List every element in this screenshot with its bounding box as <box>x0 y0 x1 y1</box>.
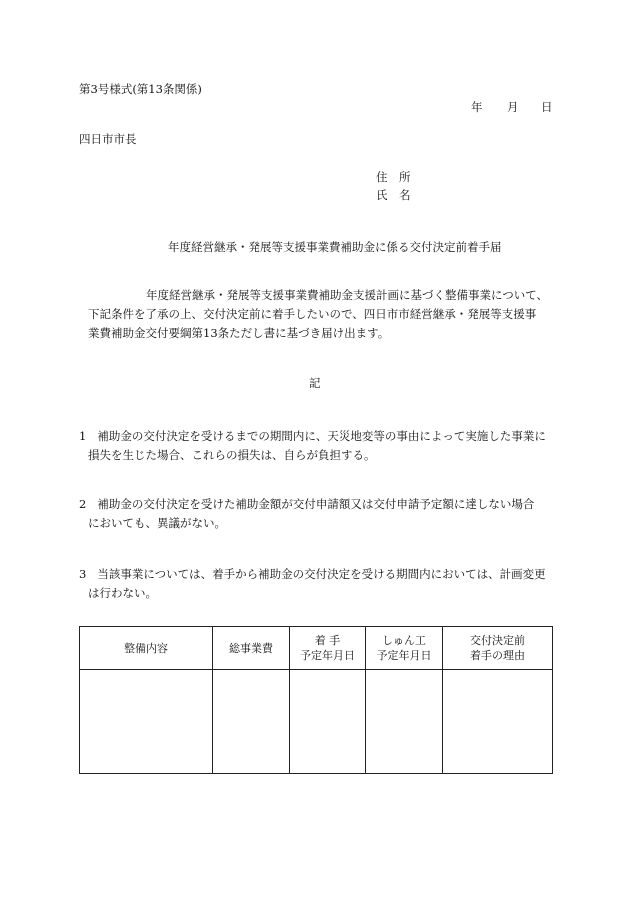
name-label: 氏 名 <box>376 188 411 202</box>
condition-3-line-2: は行わない。 <box>88 586 157 600</box>
condition-2-line-2: においても、異議がない。 <box>88 516 226 530</box>
date-day: 日 <box>541 100 553 114</box>
intro-line-3: 業費補助金交付要綱第13条ただし書に基づき届け出ます。 <box>88 326 390 340</box>
date-month: 月 <box>507 100 519 114</box>
cell-completion-date[interactable] <box>366 670 443 774</box>
date-year: 年 <box>471 100 483 114</box>
table-header-row <box>80 627 553 670</box>
document-title: 年度経営継承・発展等支援事業費補助金に係る交付決定前着手届 <box>168 240 502 254</box>
condition-2 <box>79 495 559 533</box>
cell-work-content[interactable] <box>80 670 213 774</box>
cell-start-date[interactable] <box>290 670 366 774</box>
condition-3-number: 3 <box>79 567 87 581</box>
table-row <box>80 670 553 774</box>
condition-2-line-1: 補助金の交付決定を受けた補助金額が交付申請額又は交付申請予定額に達しない場合 <box>97 497 535 511</box>
ki-heading: 記 <box>309 376 321 390</box>
condition-1-line-1: 補助金の交付決定を受けるまでの期間内に、天災地変等の事由によって実施した事業に <box>97 429 546 443</box>
condition-3 <box>79 565 559 603</box>
condition-1 <box>79 427 559 465</box>
condition-2-number: 2 <box>79 497 87 511</box>
header-reason: 交付決定前 着手の理由 <box>443 627 553 670</box>
cell-total-cost[interactable] <box>213 670 290 774</box>
intro-line-2: 下記条件を了承の上、交付決定前に着手したいので、四日市市経営継承・発展等支援事 <box>88 307 537 321</box>
intro-line-1: 年度経営継承・発展等支援事業費補助金支援計画に基づく整備事業について、 <box>146 288 549 302</box>
address-label: 住 所 <box>376 170 411 184</box>
condition-1-number: 1 <box>79 429 87 443</box>
header-start-date: 着 手 予定年月日 <box>290 627 366 670</box>
header-total-cost: 総事業費 <box>213 627 290 670</box>
form-number: 第3号様式(第13条関係) <box>79 82 202 96</box>
condition-3-line-1: 当該事業については、着手から補助金の交付決定を受ける期間内においては、計画変更 <box>97 567 546 581</box>
header-work-content: 整備内容 <box>80 627 213 670</box>
addressee: 四日市市長 <box>79 132 137 146</box>
project-table <box>79 626 553 774</box>
header-completion-date: しゅん工 予定年月日 <box>366 627 443 670</box>
intro-paragraph <box>79 286 559 343</box>
cell-reason[interactable] <box>443 670 553 774</box>
condition-1-line-2: 損失を生じた場合、これらの損失は、自らが負担する。 <box>88 448 376 462</box>
